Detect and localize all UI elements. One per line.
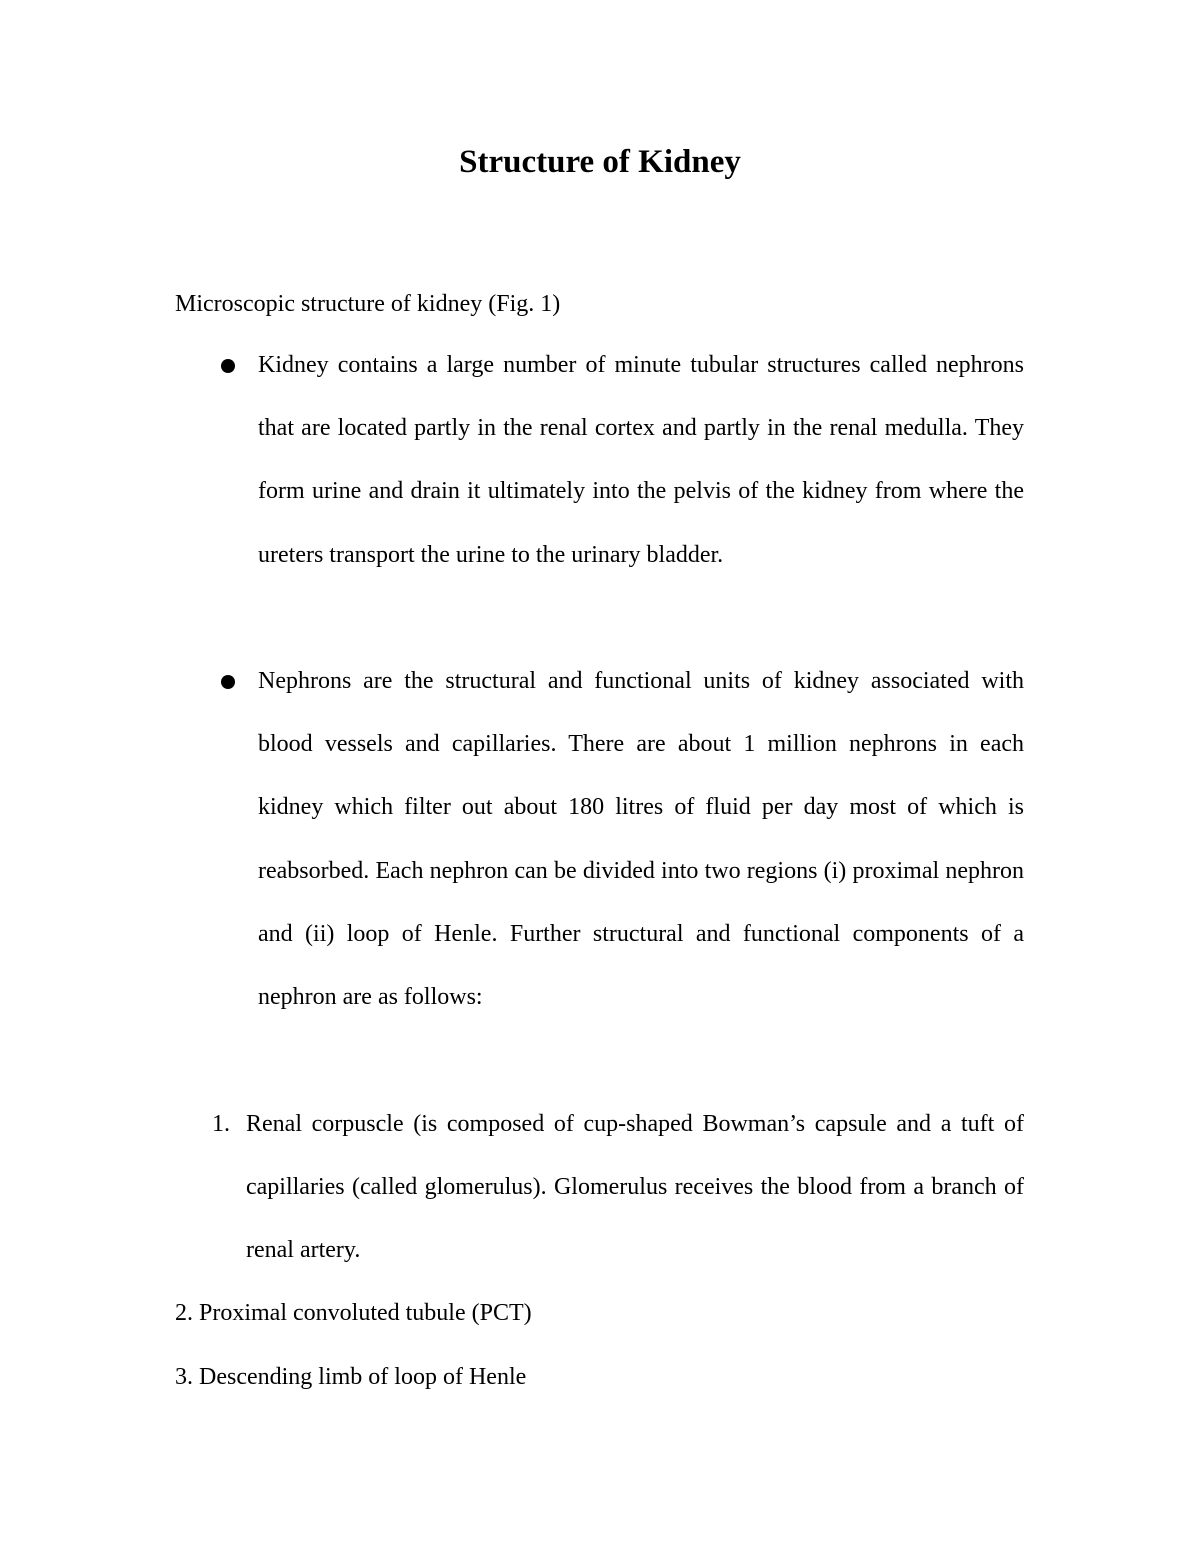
list-item-pct (175, 1295, 532, 1331)
bullet-icon (221, 675, 235, 689)
bullet-icon (221, 359, 235, 373)
page-title: Structure of Kidney (459, 144, 741, 180)
list-item-text: Proximal convoluted tubule (PCT) (199, 1300, 532, 1326)
list-item-descending-limb (175, 1359, 526, 1395)
list-item-renal-corpuscle (212, 1093, 1024, 1283)
section-heading: Microscopic structure of kidney (Fig. 1) (175, 291, 561, 317)
list-number: 1. (212, 1111, 230, 1137)
bullet-paragraph-kidney: Kidney contains a large number of minute tubular structures called nephrons that are located partly in the renal cortex and partly in the renal medulla. They form urine and drain it ultimately into the pelvis of the kidney from where the ureters transport the urine to the urinary bladder. (258, 352, 1024, 568)
list-item-text: Renal corpuscle (is composed of cup-shaped Bowman’s capsule and a tuft of capillaries (called glomerulus). Glomerulus receives the blood from a branch of renal artery. (246, 1111, 1024, 1264)
list-item-text: Descending limb of loop of Henle (199, 1364, 527, 1390)
list-number: 2. (175, 1300, 193, 1326)
list-number: 3. (175, 1364, 193, 1390)
bullet-paragraph-nephrons: Nephrons are the structural and functional units of kidney associated with blood vessels and capillaries. There are about 1 million nephrons in each kidney which filter out about 180 litres of fluid per day most of which is reabsorbed. Each nephron can be divided into two regions (i) proximal nephron and (ii) loop of Henle. Further structural and functional components of a nephron are as follows: (258, 668, 1024, 1011)
